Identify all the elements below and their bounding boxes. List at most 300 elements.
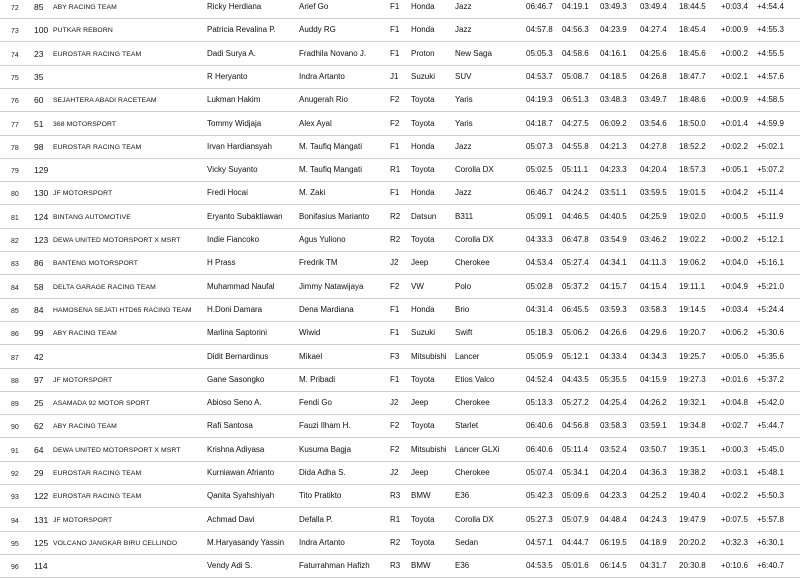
stage1-time-cell: 05:02.8: [526, 281, 553, 291]
stage4-time-cell: 04:31.7: [640, 561, 667, 571]
gap-previous-cell: +0:00.9: [721, 25, 748, 35]
stage3-time-cell: 04:33.4: [600, 351, 627, 361]
gap-previous-cell: +0:02.7: [721, 421, 748, 431]
make-cell: Datsun: [411, 211, 437, 221]
stage4-time-cell: 04:27.8: [640, 141, 667, 151]
navigator-cell: M. Zaki: [299, 188, 326, 198]
make-cell: VW: [411, 281, 424, 291]
make-cell: Toyota: [411, 421, 435, 431]
stage2-time-cell: 04:24.2: [562, 188, 589, 198]
make-cell: BMW: [411, 491, 431, 501]
stage3-time-cell: 06:19.5: [600, 537, 627, 547]
table-row: [0, 346, 800, 369]
car-number-cell: 35: [34, 71, 44, 82]
team-cell: DEWA UNITED MOTORSPORT X MSRT: [53, 446, 181, 454]
table-row: [0, 439, 800, 462]
stage3-time-cell: 04:48.4: [600, 514, 627, 524]
position-cell: 73: [11, 28, 19, 36]
driver-cell: Kurniawan Afrianto: [207, 468, 275, 477]
make-cell: Jeep: [411, 398, 429, 408]
stage1-time-cell: 06:40.6: [526, 444, 553, 454]
navigator-cell: Auddy RG: [299, 25, 336, 35]
position-cell: 85: [11, 307, 19, 315]
stage2-time-cell: 04:56.8: [562, 421, 589, 431]
gap-previous-cell: +0:01.4: [721, 118, 748, 128]
team-cell: VOLCANO JANGKAR BIRU CELLINDO: [53, 539, 178, 547]
stage1-time-cell: 04:57.1: [526, 537, 553, 547]
car-number-cell: 51: [34, 118, 44, 129]
gap-leader-cell: +6:30.1: [757, 537, 784, 547]
table-row: [0, 415, 800, 438]
total-time-cell: 20:20.2: [679, 537, 706, 547]
table-row: [0, 206, 800, 229]
position-cell: 96: [11, 564, 19, 572]
make-cell: BMW: [411, 561, 431, 571]
make-cell: Honda: [411, 188, 435, 198]
class-cell: F1: [390, 188, 400, 198]
stage1-time-cell: 06:46.7: [526, 188, 553, 198]
gap-previous-cell: +0:02.1: [721, 71, 748, 81]
car-number-cell: 85: [34, 2, 44, 12]
total-time-cell: 19:02.0: [679, 211, 706, 221]
car-number-cell: 130: [34, 188, 49, 199]
table-row: [0, 19, 800, 42]
stage3-time-cell: 03:49.3: [600, 2, 627, 11]
gap-leader-cell: +4:59.9: [757, 118, 784, 128]
stage1-time-cell: 04:53.7: [526, 71, 553, 81]
position-cell: 76: [11, 98, 19, 106]
gap-previous-cell: +0:00.2: [721, 235, 748, 244]
total-time-cell: 19:20.7: [679, 328, 706, 338]
model-cell: Jazz: [455, 25, 472, 35]
team-cell: HAMOSENA SEJATI HTD65 RACING TEAM: [53, 306, 192, 314]
class-cell: F2: [390, 95, 400, 105]
model-cell: Yaris: [455, 95, 473, 105]
stage1-time-cell: 05:07.3: [526, 141, 553, 151]
make-cell: Honda: [411, 304, 435, 314]
make-cell: Proton: [411, 48, 435, 58]
table-row: [0, 462, 800, 485]
stage3-time-cell: 04:15.7: [600, 281, 627, 291]
gap-leader-cell: +5:35.6: [757, 351, 784, 361]
driver-cell: Qanita Syahshiyah: [207, 491, 275, 501]
gap-leader-cell: +5:45.0: [757, 444, 784, 454]
gap-previous-cell: +0:03.1: [721, 468, 748, 477]
table-row: [0, 369, 800, 392]
position-cell: 92: [11, 471, 19, 478]
class-cell: F1: [390, 48, 400, 58]
gap-leader-cell: +5:12.1: [757, 235, 784, 244]
stage3-time-cell: 03:54.9: [600, 235, 627, 244]
model-cell: Brio: [455, 304, 470, 314]
gap-previous-cell: +0:03.4: [721, 2, 748, 11]
total-time-cell: 19:32.1: [679, 398, 706, 408]
model-cell: Corolla DX: [455, 165, 494, 175]
driver-cell: M.Haryasandy Yassin: [207, 537, 285, 547]
stage1-time-cell: 05:05.3: [526, 48, 553, 58]
total-time-cell: 20:30.8: [679, 561, 706, 571]
car-number-cell: 97: [34, 374, 44, 385]
car-number-cell: 62: [34, 421, 44, 432]
stage1-time-cell: 04:18.7: [526, 118, 553, 128]
model-cell: Yaris: [455, 118, 473, 128]
gap-previous-cell: +0:07.5: [721, 514, 748, 524]
navigator-cell: Dena Mardiana: [299, 304, 354, 314]
navigator-cell: M. Pribadi: [299, 374, 336, 384]
model-cell: Jazz: [455, 2, 472, 11]
model-cell: B311: [455, 211, 474, 221]
navigator-cell: Bonifasius Marianto: [299, 211, 370, 221]
class-cell: F1: [390, 2, 400, 11]
team-cell: BINTANG AUTOMOTIVE: [53, 213, 131, 221]
stage1-time-cell: 04:19.3: [526, 95, 553, 105]
class-cell: F1: [390, 304, 400, 314]
stage2-time-cell: 06:51.3: [562, 95, 589, 105]
gap-leader-cell: +5:42.0: [757, 398, 784, 408]
navigator-cell: Fendi Go: [299, 398, 332, 408]
driver-cell: Irvan Hardiansyah: [207, 141, 272, 151]
navigator-cell: Jimmy Natawijaya: [299, 281, 364, 291]
position-cell: 94: [11, 517, 19, 525]
team-cell: SEJAHTERA ABADI RACETEAM: [53, 97, 157, 105]
gap-previous-cell: +0:06.2: [721, 328, 748, 338]
team-cell: EUROSTAR RACING TEAM: [53, 143, 142, 151]
gap-leader-cell: +5:02.1: [757, 141, 784, 151]
navigator-cell: Alex Ayal: [299, 118, 332, 128]
navigator-cell: Wiwid: [299, 328, 321, 338]
class-cell: J2: [390, 258, 399, 268]
car-number-cell: 129: [34, 165, 49, 176]
model-cell: Etios Valco: [455, 374, 495, 384]
stage4-time-cell: 04:15.4: [640, 281, 667, 291]
driver-cell: Patricia Revalina P.: [207, 25, 276, 35]
driver-cell: Gane Sasongko: [207, 374, 265, 384]
navigator-cell: Indra Artanto: [299, 537, 345, 547]
navigator-cell: Kusuma Bagja: [299, 444, 352, 454]
total-time-cell: 18:50.0: [679, 118, 706, 128]
stage1-time-cell: 04:31.4: [526, 304, 553, 314]
table-row: [0, 113, 800, 136]
team-cell: BANTENG MOTORSPORT: [53, 260, 139, 268]
driver-cell: Ricky Herdiana: [207, 2, 262, 11]
class-cell: R3: [390, 491, 401, 501]
position-cell: 80: [11, 191, 19, 199]
navigator-cell: Fradhila Novano J.: [299, 48, 367, 58]
table-row: [0, 509, 800, 532]
stage1-time-cell: 06:46.7: [526, 2, 553, 11]
total-time-cell: 19:34.8: [679, 421, 706, 431]
total-time-cell: 19:40.4: [679, 491, 706, 501]
stage4-time-cell: 04:36.3: [640, 468, 667, 477]
model-cell: E36: [455, 561, 470, 571]
car-number-cell: 23: [34, 48, 44, 59]
total-time-cell: 18:57.3: [679, 165, 706, 175]
stage3-time-cell: 04:26.6: [600, 328, 627, 338]
car-number-cell: 98: [34, 141, 44, 152]
stage3-time-cell: 03:58.3: [600, 421, 627, 431]
stage2-time-cell: 05:34.1: [562, 468, 589, 477]
stage4-time-cell: 04:25.9: [640, 211, 667, 221]
model-cell: Jazz: [455, 188, 472, 198]
total-time-cell: 19:11.1: [679, 281, 706, 291]
table-row: [0, 276, 800, 299]
make-cell: Toyota: [411, 95, 435, 105]
stage4-time-cell: 03:46.2: [640, 235, 667, 244]
total-time-cell: 19:14.5: [679, 304, 706, 314]
gap-previous-cell: +0:04.2: [721, 188, 748, 198]
table-row: [0, 136, 800, 159]
driver-cell: Rafi Santosa: [207, 421, 253, 431]
class-cell: F1: [390, 141, 400, 151]
class-cell: J1: [390, 71, 399, 81]
stage3-time-cell: 04:23.9: [600, 25, 627, 35]
car-number-cell: 125: [34, 537, 49, 548]
gap-previous-cell: +0:01.6: [721, 374, 748, 384]
team-cell: PUTKAR REBORN: [53, 27, 113, 35]
team-cell: 368 MOTORSPORT: [53, 120, 117, 128]
gap-leader-cell: +5:37.2: [757, 374, 784, 384]
make-cell: Suzuki: [411, 71, 436, 81]
total-time-cell: 18:48.6: [679, 95, 706, 105]
stage2-time-cell: 05:27.2: [562, 398, 589, 408]
navigator-cell: Indra Artanto: [299, 71, 345, 81]
class-cell: F1: [390, 25, 400, 35]
stage1-time-cell: 04:33.3: [526, 235, 553, 244]
stage4-time-cell: 03:58.3: [640, 304, 667, 314]
driver-cell: Vicky Suyanto: [207, 165, 258, 175]
gap-previous-cell: +0:05.0: [721, 351, 748, 361]
class-cell: R2: [390, 211, 401, 221]
total-time-cell: 19:01.5: [679, 188, 706, 198]
position-cell: 90: [11, 424, 19, 432]
stage4-time-cell: 04:34.3: [640, 351, 667, 361]
make-cell: Suzuki: [411, 328, 436, 338]
stage3-time-cell: 04:23.3: [600, 165, 627, 175]
stage2-time-cell: 05:37.2: [562, 281, 589, 291]
stage4-time-cell: 04:11.3: [640, 258, 667, 268]
gap-previous-cell: +0:02.2: [721, 141, 748, 151]
navigator-cell: Anugerah Rio: [299, 95, 348, 105]
car-number-cell: 100: [34, 25, 49, 36]
make-cell: Toyota: [411, 514, 435, 524]
driver-cell: R Heryanto: [207, 71, 248, 81]
stage2-time-cell: 05:01.6: [562, 561, 589, 571]
gap-previous-cell: +0:00.9: [721, 95, 748, 105]
model-cell: Corolla DX: [455, 235, 494, 244]
gap-leader-cell: +4:55.5: [757, 48, 784, 58]
navigator-cell: Agus Yuliono: [299, 235, 346, 244]
stage4-time-cell: 03:59.1: [640, 421, 667, 431]
model-cell: Lancer: [455, 351, 480, 361]
gap-leader-cell: +5:07.2: [757, 165, 784, 175]
model-cell: Corolla DX: [455, 514, 494, 524]
class-cell: J2: [390, 398, 399, 408]
table-row: [0, 66, 800, 89]
gap-previous-cell: +0:32.3: [721, 537, 748, 547]
model-cell: SUV: [455, 71, 472, 81]
make-cell: Jeep: [411, 258, 429, 268]
team-cell: DEWA UNITED MOTORSPORT X MSRT: [53, 237, 181, 244]
team-cell: ABY RACING TEAM: [53, 4, 117, 11]
car-number-cell: 122: [34, 491, 49, 502]
gap-previous-cell: +0:05.1: [721, 165, 748, 175]
position-cell: 93: [11, 494, 19, 502]
position-cell: 91: [11, 447, 19, 455]
class-cell: F2: [390, 281, 400, 291]
total-time-cell: 19:06.2: [679, 258, 706, 268]
total-time-cell: 18:45.4: [679, 25, 706, 35]
stage4-time-cell: 03:49.4: [640, 2, 667, 11]
driver-cell: Krishna Adiyasa: [207, 444, 265, 454]
position-cell: 74: [11, 51, 19, 59]
class-cell: R1: [390, 165, 401, 175]
gap-previous-cell: +0:00.5: [721, 211, 748, 221]
stage4-time-cell: 03:49.7: [640, 95, 667, 105]
navigator-cell: M. Taufiq Mangati: [299, 165, 362, 175]
stage2-time-cell: 05:07.9: [562, 514, 589, 524]
navigator-cell: Arief Go: [299, 2, 329, 11]
stage2-time-cell: 05:11.1: [562, 165, 589, 175]
gap-leader-cell: +5:11.9: [757, 211, 784, 221]
gap-leader-cell: +5:48.1: [757, 468, 784, 477]
gap-previous-cell: +0:03.4: [721, 304, 748, 314]
driver-cell: Marlina Saptorini: [207, 328, 268, 338]
class-cell: J2: [390, 468, 399, 477]
car-number-cell: 25: [34, 398, 44, 409]
class-cell: F1: [390, 328, 400, 338]
stage1-time-cell: 05:18.3: [526, 328, 553, 338]
car-number-cell: 29: [34, 468, 44, 478]
gap-leader-cell: +5:21.0: [757, 281, 784, 291]
navigator-cell: Mikael: [299, 351, 323, 361]
stage1-time-cell: 05:07.4: [526, 468, 553, 477]
gap-previous-cell: +0:04.8: [721, 398, 748, 408]
position-cell: 89: [11, 401, 19, 409]
class-cell: F2: [390, 421, 400, 431]
stage1-time-cell: 04:53.4: [526, 258, 553, 268]
table-row: [0, 322, 800, 345]
table-row: [0, 485, 800, 508]
driver-cell: Tommy Widjaja: [207, 118, 262, 128]
driver-cell: Muhammad Naufal: [207, 281, 275, 291]
make-cell: Mitsubishi: [411, 444, 447, 454]
class-cell: F3: [390, 351, 400, 361]
model-cell: Cherokee: [455, 258, 490, 268]
car-number-cell: 99: [34, 328, 44, 339]
team-cell: JF MOTORSPORT: [53, 376, 113, 384]
car-number-cell: 123: [34, 235, 49, 245]
model-cell: Polo: [455, 281, 472, 291]
driver-cell: H.Doni Damara: [207, 304, 263, 314]
stage2-time-cell: 05:12.1: [562, 351, 589, 361]
stage3-time-cell: 04:34.1: [600, 258, 627, 268]
stage1-time-cell: 05:09.1: [526, 211, 553, 221]
navigator-cell: Defalla P.: [299, 514, 333, 524]
car-number-cell: 64: [34, 444, 44, 455]
driver-cell: Indie Fiancoko: [207, 235, 260, 244]
make-cell: Honda: [411, 2, 435, 11]
gap-previous-cell: +0:02.2: [721, 491, 748, 501]
driver-cell: Abioso Seno A.: [207, 398, 262, 408]
gap-leader-cell: +6:40.7: [757, 561, 784, 571]
stage1-time-cell: 05:13.3: [526, 398, 553, 408]
total-time-cell: 19:47.9: [679, 514, 706, 524]
car-number-cell: 124: [34, 211, 49, 222]
gap-previous-cell: +0:00.3: [721, 444, 748, 454]
team-cell: EUROSTAR RACING TEAM: [53, 470, 142, 477]
stage3-time-cell: 06:09.2: [600, 118, 627, 128]
stage4-time-cell: 04:29.6: [640, 328, 667, 338]
make-cell: Toyota: [411, 374, 435, 384]
stage3-time-cell: 04:23.3: [600, 491, 627, 501]
stage1-time-cell: 05:02.5: [526, 165, 553, 175]
gap-previous-cell: +0:04.0: [721, 258, 748, 268]
stage4-time-cell: 04:26.8: [640, 71, 667, 81]
gap-leader-cell: +5:50.3: [757, 491, 784, 501]
position-cell: 88: [11, 377, 19, 385]
car-number-cell: 84: [34, 304, 44, 315]
stage2-time-cell: 04:46.5: [562, 211, 589, 221]
position-cell: 77: [11, 121, 19, 129]
team-cell: JF MOTORSPORT: [53, 516, 113, 524]
stage3-time-cell: 04:16.1: [600, 48, 627, 58]
stage2-time-cell: 05:11.4: [562, 444, 589, 454]
stage2-time-cell: 04:19.1: [562, 2, 589, 11]
gap-leader-cell: +5:57.8: [757, 514, 784, 524]
gap-previous-cell: +0:00.2: [721, 48, 748, 58]
make-cell: Mitsubishi: [411, 351, 447, 361]
total-time-cell: 19:25.7: [679, 351, 706, 361]
stage3-time-cell: 04:40.5: [600, 211, 627, 221]
model-cell: Starlet: [455, 421, 479, 431]
position-cell: 83: [11, 261, 19, 269]
navigator-cell: Fauzi Ilham H.: [299, 421, 351, 431]
stage2-time-cell: 05:06.2: [562, 328, 589, 338]
total-time-cell: 18:47.7: [679, 71, 706, 81]
driver-cell: Achmad Davi: [207, 514, 255, 524]
car-number-cell: 114: [34, 561, 48, 572]
navigator-cell: Dida Adha S.: [299, 468, 346, 477]
stage3-time-cell: 03:48.3: [600, 95, 627, 105]
stage1-time-cell: 05:27.3: [526, 514, 553, 524]
stage1-time-cell: 05:42.3: [526, 491, 553, 501]
position-cell: 79: [11, 168, 19, 176]
stage1-time-cell: 06:40.6: [526, 421, 553, 431]
stage4-time-cell: 03:50.7: [640, 444, 667, 454]
position-cell: 75: [11, 74, 19, 82]
gap-leader-cell: +5:11.4: [757, 188, 784, 198]
stage3-time-cell: 06:14.5: [600, 561, 627, 571]
team-cell: DELTA GARAGE RACING TEAM: [53, 283, 156, 291]
position-cell: 95: [11, 540, 19, 548]
total-time-cell: 19:35.1: [679, 444, 706, 454]
stage2-time-cell: 05:08.7: [562, 71, 589, 81]
stage3-time-cell: 04:21.3: [600, 141, 627, 151]
stage2-time-cell: 06:47.8: [562, 235, 589, 244]
navigator-cell: Faturrahman Hafizh: [299, 561, 370, 571]
driver-cell: Didit Bernardinus: [207, 351, 269, 361]
stage2-time-cell: 05:27.4: [562, 258, 589, 268]
table-row: [0, 159, 800, 182]
stage1-time-cell: 04:53.5: [526, 561, 553, 571]
stage2-time-cell: 05:09.6: [562, 491, 589, 501]
class-cell: R2: [390, 537, 401, 547]
team-cell: ABY RACING TEAM: [53, 330, 117, 338]
make-cell: Toyota: [411, 165, 435, 175]
table-row: [0, 89, 800, 112]
driver-cell: Lukman Hakim: [207, 95, 261, 105]
stage4-time-cell: 03:59.5: [640, 188, 667, 198]
